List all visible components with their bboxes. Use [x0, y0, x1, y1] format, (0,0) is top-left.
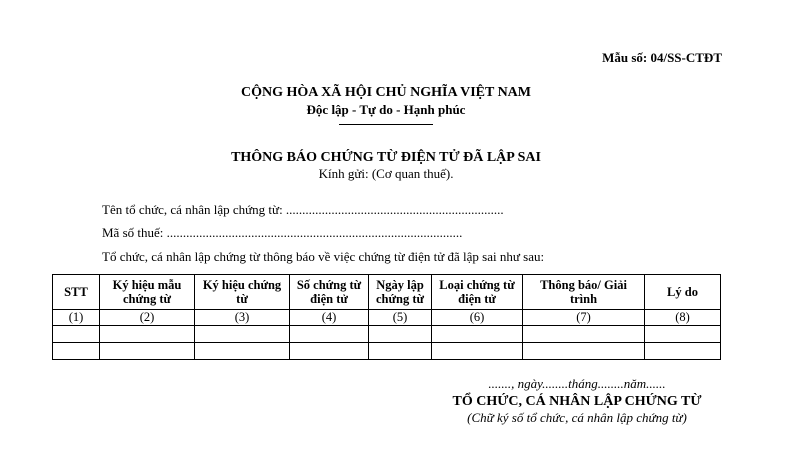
signer-note: (Chữ ký số tổ chức, cá nhân lập chứng từ): [467, 410, 687, 425]
header-doc-type: Loại chứng từ điện tử: [432, 275, 523, 310]
table-row: [53, 343, 721, 360]
national-motto: Độc lập - Tự do - Hạnh phúc: [306, 102, 466, 117]
header-explanation: Thông báo/ Giải trình: [523, 275, 645, 310]
table-cell: [369, 326, 432, 343]
table-cell: [523, 326, 645, 343]
header-doc-symbol: Ký hiệu chứng từ: [195, 275, 290, 310]
table-cell: [290, 326, 369, 343]
intro-text: Tổ chức, cá nhân lập chứng từ thông báo về việc chứng từ điện tử đã lập sai như sau:: [102, 249, 545, 264]
form-number: Mẫu số: 04/SS-CTĐT: [602, 50, 722, 65]
recipient-line: Kính gửi: (Cơ quan thuế).: [318, 166, 454, 181]
column-number: (7): [523, 310, 645, 326]
column-number: (8): [645, 310, 721, 326]
table-cell: [432, 343, 523, 360]
column-number: (6): [432, 310, 523, 326]
table-cell: [53, 326, 100, 343]
column-number: (4): [290, 310, 369, 326]
table-cell: [645, 326, 721, 343]
header-form-symbol: Ký hiệu mẫu chứng từ: [100, 275, 195, 310]
table-cell: [290, 343, 369, 360]
header-issue-date: Ngày lập chứng từ: [369, 275, 432, 310]
org-name-field: Tên tổ chức, cá nhân lập chứng từ: ...................................................................: [102, 202, 504, 217]
national-title: CỘNG HÒA XÃ HỘI CHỦ NGHĨA VIỆT NAM: [240, 85, 531, 100]
header-stt: STT: [53, 275, 100, 310]
column-number-row: [53, 310, 721, 326]
column-number: (2): [100, 310, 195, 326]
document-title: THÔNG BÁO CHỨNG TỪ ĐIỆN TỬ ĐÃ LẬP SAI: [231, 150, 541, 165]
header-doc-number: Số chứng từ điện tử: [290, 275, 369, 310]
column-number: (3): [195, 310, 290, 326]
table-cell: [195, 326, 290, 343]
table-cell: [100, 343, 195, 360]
table-cell: [523, 343, 645, 360]
column-number: (5): [369, 310, 432, 326]
error-report-table: [52, 274, 721, 360]
tax-code-field: Mã số thuế: ...........................................................................................: [102, 225, 463, 240]
table-cell: [100, 326, 195, 343]
header-reason: Lý do: [645, 275, 721, 310]
signer-title: TỔ CHỨC, CÁ NHÂN LẬP CHỨNG TỪ: [452, 394, 702, 409]
column-number: (1): [53, 310, 100, 326]
date-line: ......., ngày........tháng........năm......: [488, 376, 666, 391]
table-cell: [432, 326, 523, 343]
table-cell: [645, 343, 721, 360]
table-cell: [195, 343, 290, 360]
table-cell: [369, 343, 432, 360]
motto-underline: [339, 124, 433, 125]
table-cell: [53, 343, 100, 360]
table-row: [53, 326, 721, 343]
